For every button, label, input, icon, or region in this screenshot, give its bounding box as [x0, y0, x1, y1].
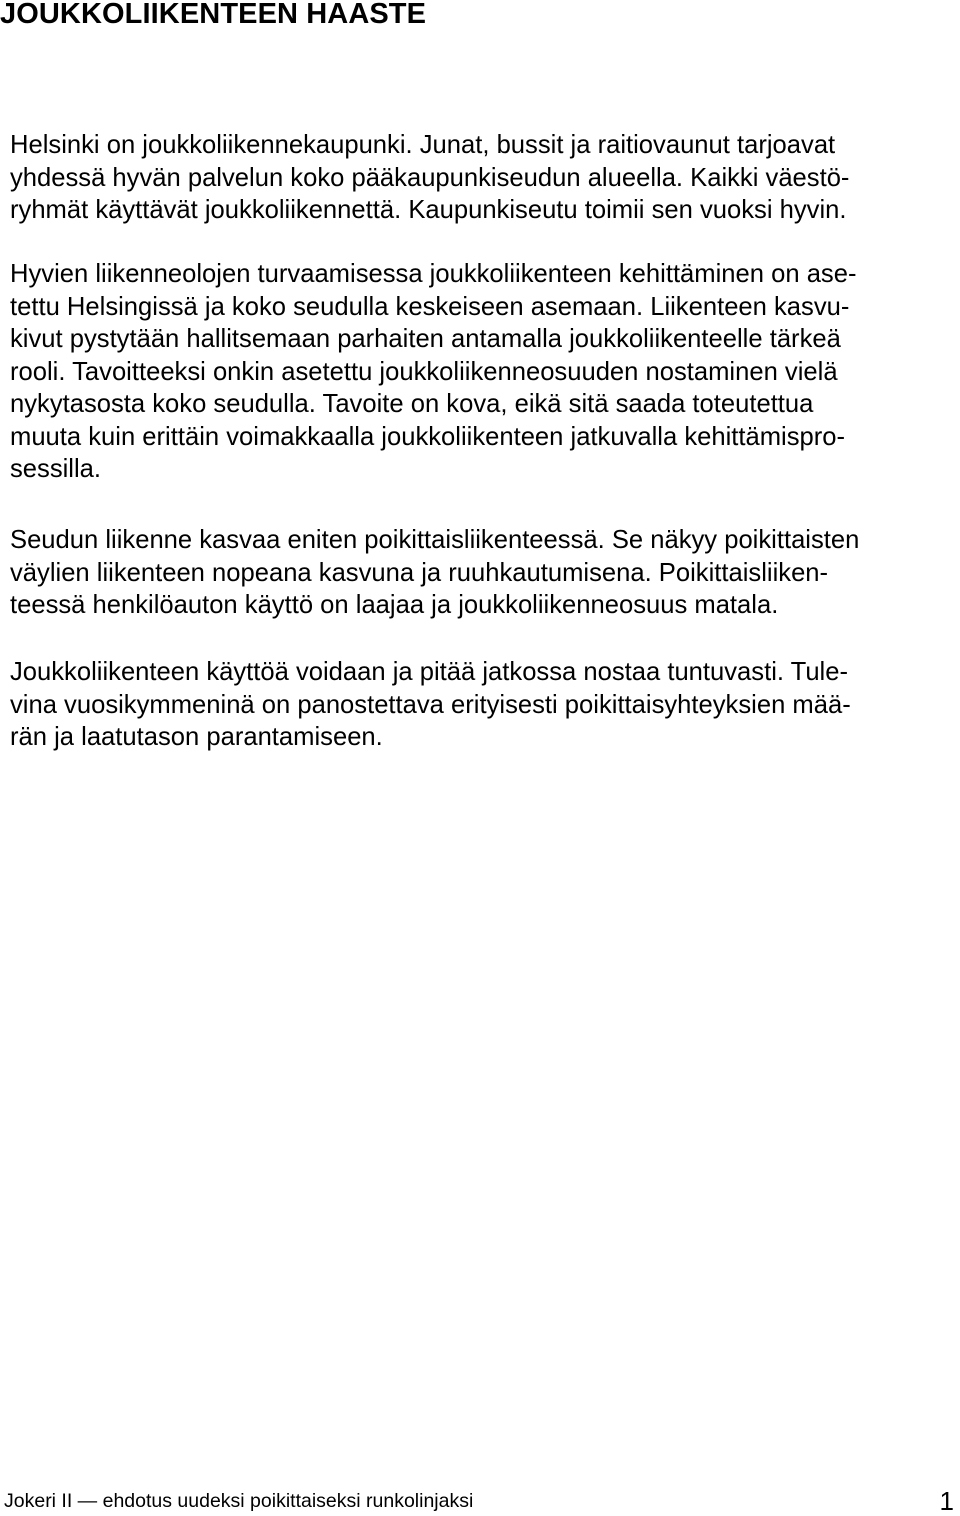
text-line: vina vuosikymmeninä on panostettava erityisesti poikittaisyhteyksien mää- — [10, 690, 851, 719]
text-line: Seudun liikenne kasvaa eniten poikittaisliikenteessä. Se näkyy poikittaisten — [10, 526, 860, 554]
text-line: muuta kuin erittäin voimakkaalla joukkoliikenteen jatkuvalla kehittämispro- — [10, 422, 846, 451]
text-line: Hyvien liikenneolojen turvaamisessa joukkoliikenteen kehittäminen on ase- — [10, 260, 857, 288]
document-title: JOUKKOLIIKENTEEN HAASTE — [0, 0, 427, 30]
paragraph — [10, 258, 856, 486]
text-line: Joukkoliikenteen käyttöä voidaan ja pitää jatkossa nostaa tuntuvasti. Tule- — [10, 658, 848, 686]
text-line: teessä henkilöauton käyttö on laajaa ja joukkoliikenneosuus matala. — [10, 591, 779, 619]
paragraph — [10, 524, 859, 622]
page-number: 1 — [939, 1486, 954, 1516]
text-line: nykytasosta koko seudulla. Tavoite on kova, eikä sitä saada toteutettua — [10, 390, 814, 418]
text-line: tettu Helsingissä ja koko seudulla keskeiseen asemaan. Liikenteen kasvu- — [10, 292, 850, 321]
text-line: rooli. Tavoitteeksi onkin asetettu joukkoliikenneosuuden nostaminen vielä — [10, 357, 838, 386]
text-line: rän ja laatutason parantamiseen. — [10, 723, 383, 751]
text-line: kivut pystytään hallitsemaan parhaiten antamalla joukkoliikenteelle tärkeä — [10, 325, 841, 353]
footer-document-title: Jokeri II — ehdotus uudeksi poikittaiseksi runkolinjaksi — [4, 1490, 474, 1512]
paragraph — [10, 129, 849, 227]
text-line: väylien liikenteen nopeana kasvuna ja ruuhkautumisena. Poikittaisliiken- — [10, 558, 829, 587]
text-line: yhdessä hyvän palvelun koko pääkaupunkiseudun alueella. Kaikki väestö- — [10, 163, 850, 192]
paragraph — [10, 656, 851, 754]
text-line: Helsinki on joukkoliikennekaupunki. Junat, bussit ja raitiovaunut tarjoavat — [10, 131, 836, 159]
text-line: ryhmät käyttävät joukkoliikennettä. Kaupunkiseutu toimii sen vuoksi hyvin. — [10, 196, 847, 224]
page-footer — [0, 1486, 960, 1516]
text-line: sessilla. — [10, 455, 102, 483]
